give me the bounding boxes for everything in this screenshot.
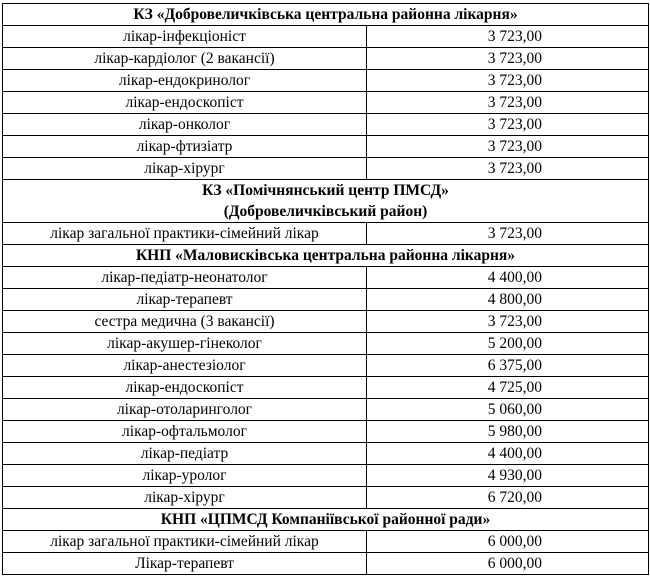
section-title-line2: (Добровеличківський район): [223, 203, 428, 220]
position-cell: лікар-офтальмолог: [3, 421, 367, 443]
table-row: [3, 465, 649, 487]
salary-cell: 5 980,00: [367, 421, 649, 443]
table-row: [3, 92, 649, 114]
vacancies-table: [2, 3, 649, 575]
position-cell: лікар загальної практики-сімейний лікар: [3, 223, 367, 245]
position-cell: лікар-педіатр: [3, 443, 367, 465]
salary-cell: 6 000,00: [367, 531, 649, 553]
table-row: [3, 421, 649, 443]
position-cell: лікар-хірург: [3, 487, 367, 509]
section-title-line1: КЗ «Помічнянський центр ПМСД»: [202, 182, 449, 199]
position-cell: лікар-ендоскопіст: [3, 377, 367, 399]
table-row: [3, 531, 649, 553]
table-row: [3, 158, 649, 180]
position-cell: лікар-інфекціоніст: [3, 26, 367, 48]
section-title: [3, 180, 649, 223]
salary-cell: 3 723,00: [367, 70, 649, 92]
section-title: КНП «Маловисківська центральна районна лікарня»: [3, 245, 649, 267]
salary-cell: 3 723,00: [367, 114, 649, 136]
table-row: [3, 311, 649, 333]
section-title: КЗ «Добровеличківська центральна районна лікарня»: [3, 4, 649, 26]
table-row: [3, 333, 649, 355]
position-cell: сестра медична (3 вакансії): [3, 311, 367, 333]
table-row: [3, 26, 649, 48]
table-row: [3, 267, 649, 289]
position-cell: лікар-ендоскопіст: [3, 92, 367, 114]
position-cell: лікар-фтизіатр: [3, 136, 367, 158]
salary-cell: 3 723,00: [367, 311, 649, 333]
salary-cell: 3 723,00: [367, 158, 649, 180]
table-row: [3, 553, 649, 575]
section-header-row: [3, 509, 649, 531]
table-row: [3, 289, 649, 311]
salary-cell: 3 723,00: [367, 92, 649, 114]
table-row: [3, 48, 649, 70]
salary-cell: 4 400,00: [367, 443, 649, 465]
salary-cell: 4 800,00: [367, 289, 649, 311]
salary-cell: 3 723,00: [367, 223, 649, 245]
salary-cell: 3 723,00: [367, 26, 649, 48]
position-cell: лікар-терапевт: [3, 289, 367, 311]
section-header-row: [3, 245, 649, 267]
salary-cell: 3 723,00: [367, 48, 649, 70]
position-cell: лікар-уролог: [3, 465, 367, 487]
salary-cell: 5 200,00: [367, 333, 649, 355]
table-row: [3, 377, 649, 399]
salary-cell: 6 375,00: [367, 355, 649, 377]
salary-cell: 4 725,00: [367, 377, 649, 399]
table-row: [3, 355, 649, 377]
table-row: [3, 443, 649, 465]
position-cell: лікар-анестезіолог: [3, 355, 367, 377]
position-cell: Лікар-терапевт: [3, 553, 367, 575]
salary-cell: 6 720,00: [367, 487, 649, 509]
position-cell: лікар загальної практики-сімейний лікар: [3, 531, 367, 553]
position-cell: лікар-педіатр-неонатолог: [3, 267, 367, 289]
table-row: [3, 114, 649, 136]
salary-cell: 6 000,00: [367, 553, 649, 575]
salary-cell: 3 723,00: [367, 136, 649, 158]
section-header-row: [3, 4, 649, 26]
salary-cell: 4 930,00: [367, 465, 649, 487]
salary-cell: 5 060,00: [367, 399, 649, 421]
position-cell: лікар-отоларинголог: [3, 399, 367, 421]
table-row: [3, 399, 649, 421]
position-cell: лікар-онколог: [3, 114, 367, 136]
section-header-row: [3, 180, 649, 223]
table-row: [3, 487, 649, 509]
table-row: [3, 223, 649, 245]
section-title: КНП «ЦПМСД Компаніївської районної ради»: [3, 509, 649, 531]
table-row: [3, 136, 649, 158]
table-row: [3, 70, 649, 92]
position-cell: лікар-акушер-гінеколог: [3, 333, 367, 355]
position-cell: лікар-хірург: [3, 158, 367, 180]
position-cell: лікар-ендокринолог: [3, 70, 367, 92]
position-cell: лікар-кардіолог (2 вакансії): [3, 48, 367, 70]
salary-cell: 4 400,00: [367, 267, 649, 289]
